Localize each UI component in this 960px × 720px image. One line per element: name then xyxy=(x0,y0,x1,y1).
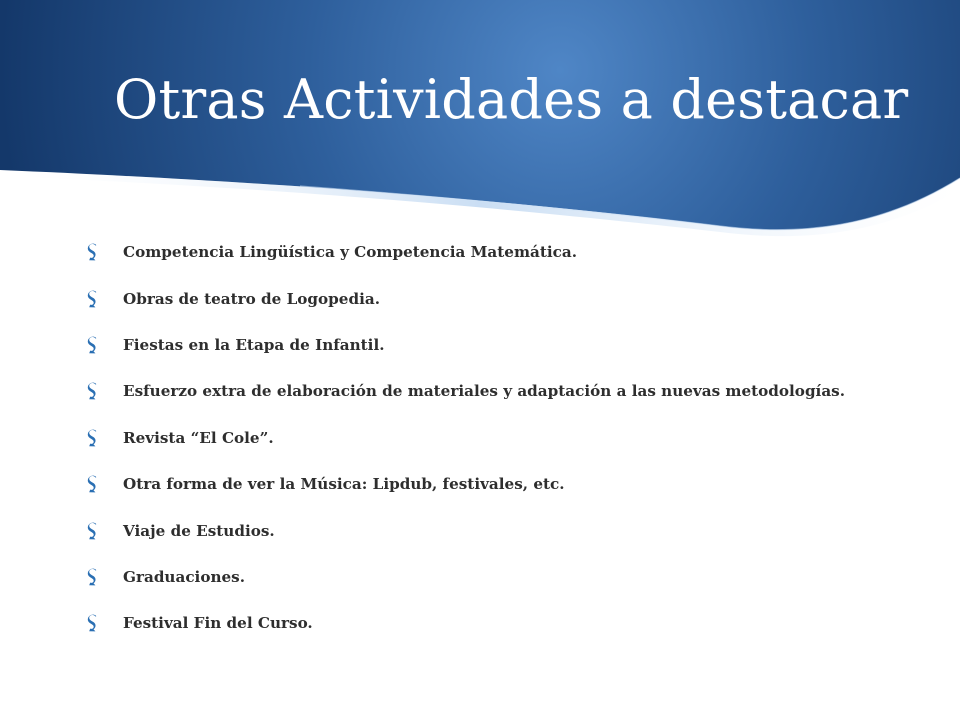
bullet-text: Revista “El Cole”. xyxy=(123,428,274,447)
curled-s-bullet-icon xyxy=(86,522,98,540)
curled-s-bullet-icon xyxy=(86,475,98,493)
list-item xyxy=(86,322,845,368)
curled-s-bullet-icon xyxy=(86,429,98,447)
list-item xyxy=(86,507,845,553)
curled-s-bullet-icon xyxy=(86,382,98,400)
curled-s-bullet-icon xyxy=(86,243,98,261)
list-item xyxy=(86,554,845,600)
bullet-text: Viaje de Estudios. xyxy=(123,521,275,540)
bullet-text: Obras de teatro de Logopedia. xyxy=(123,289,380,308)
list-item xyxy=(86,275,845,321)
bullet-list xyxy=(86,229,845,647)
curled-s-bullet-icon xyxy=(86,614,98,632)
bullet-text: Esfuerzo extra de elaboración de materiales y adaptación a las nuevas metodologías. xyxy=(123,382,846,401)
curled-s-bullet-icon xyxy=(86,336,98,354)
bullet-text: Fiestas en la Etapa de Infantil. xyxy=(123,335,385,354)
slide-title: Otras Actividades a destacar xyxy=(114,68,909,131)
list-item xyxy=(86,461,845,507)
list-item xyxy=(86,368,845,414)
bullet-text: Otra forma de ver la Música: Lipdub, festivales, etc. xyxy=(123,475,565,494)
curled-s-bullet-icon xyxy=(86,568,98,586)
list-item xyxy=(86,415,845,461)
list-item xyxy=(86,229,845,275)
list-item xyxy=(86,600,845,646)
bullet-text: Graduaciones. xyxy=(123,567,246,586)
bullet-text: Festival Fin del Curso. xyxy=(123,614,313,633)
bullet-text: Competencia Lingüística y Competencia Matemática. xyxy=(123,243,578,262)
curled-s-bullet-icon xyxy=(86,290,98,308)
